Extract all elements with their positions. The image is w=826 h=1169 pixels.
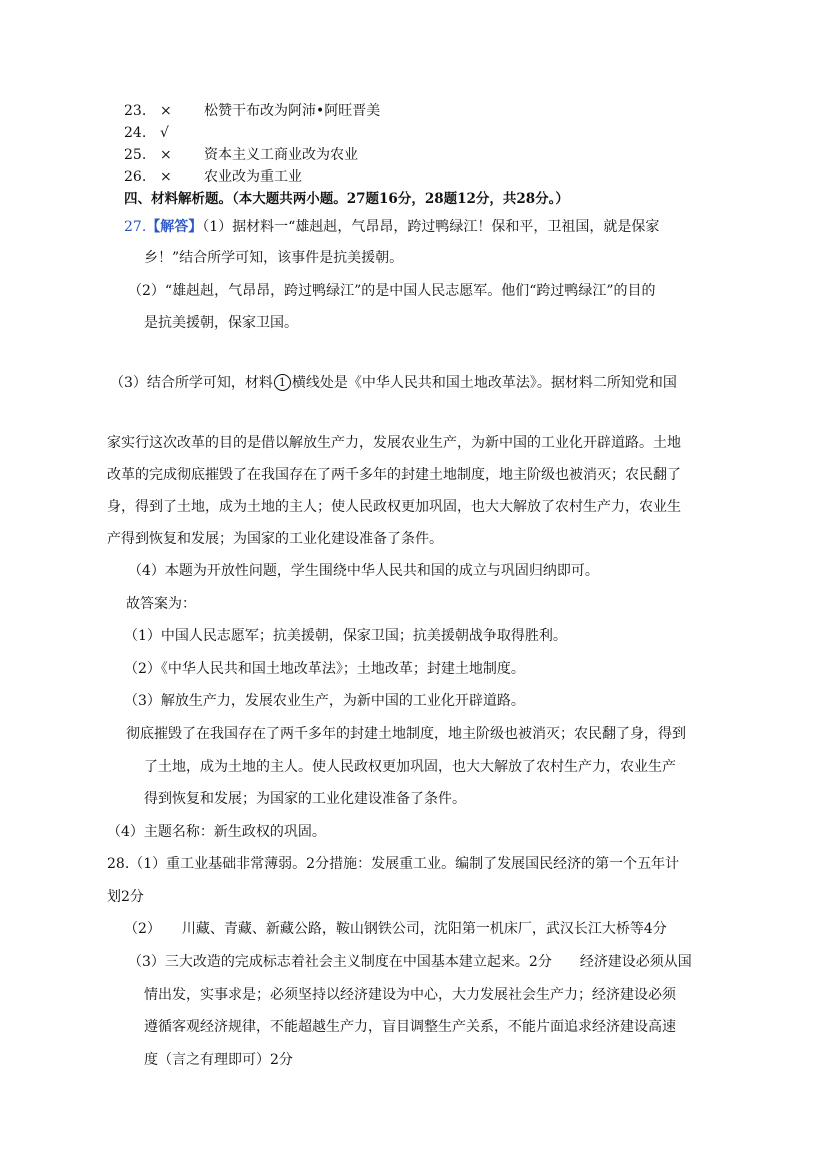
answer-2: （2）《中华人民共和国土地改革法》；土地改革；封建土地制度。 bbox=[124, 661, 525, 677]
answer-1: （1）中国人民志愿军；抗美援朝，保家卫国；抗美援朝战争取得胜利。 bbox=[124, 628, 567, 644]
q27-part3-line2: 家实行这次改革的目的是借以解放生产力，发展农业生产，为新中国的工业化开辟道路。土地 bbox=[107, 435, 681, 451]
q28-line5: 情出发，实事求是；必须坚持以经济建设为中心，大力发展社会生产力；经济建设必须 bbox=[144, 987, 676, 1003]
judgment-number: 25. bbox=[124, 147, 147, 163]
q28-line1: 28.（1）重工业基础非常薄弱。2分措施：发展重工业。编制了发展国民经济的第一个五年计 bbox=[107, 856, 680, 872]
q28-line6: 遵循客观经济规律，不能超越生产力，盲目调整生产关系，不能片面追求经济建设高速 bbox=[144, 1019, 676, 1035]
answer-tag: 【解答】 bbox=[146, 219, 203, 235]
q27-part2-line1: （2）“雄赳赳，气昂昂，跨过鸭绿江”的是中国人民志愿军。他们“跨过鸭绿江”的目的 bbox=[128, 283, 656, 299]
q27-part1-line1 bbox=[124, 217, 659, 237]
q27-part1-line2: 乡！”结合所学可知，该事件是抗美援朝。 bbox=[144, 250, 404, 266]
q27-text: （3）结合所学可知，材料 bbox=[110, 375, 273, 391]
judgment-26 bbox=[124, 167, 302, 187]
judgment-correction: 农业改为重工业 bbox=[204, 169, 302, 185]
judgment-number: 24. bbox=[124, 125, 147, 141]
q27-part3-line4: 身，得到了土地，成为土地的主人；使人民政权更加巩固，也大大解放了农村生产力，农业生 bbox=[107, 499, 681, 515]
cross-mark: × bbox=[160, 147, 172, 163]
circled-number: 1 bbox=[274, 374, 291, 391]
answer-3-line2: 彻底摧毁了在我国存在了两千多年的封建土地制度，地主阶级也被消灭；农民翻了身，得到 bbox=[126, 726, 686, 742]
judgment-24 bbox=[124, 123, 204, 143]
answer-label: 故答案为： bbox=[126, 596, 196, 612]
q27-part3-line5: 产得到恢复和发展；为国家的工业化建设准备了条件。 bbox=[107, 531, 443, 547]
q27-part3-line3: 改革的完成彻底摧毁了在我国存在了两千多年的封建土地制度，地主阶级也被消灭；农民翻了 bbox=[107, 467, 681, 483]
q28-line4: （3）三大改造的完成标志着社会主义制度在中国基本建立起来。2分 经济建设必须从国 bbox=[128, 954, 692, 970]
q27-part3-line1 bbox=[110, 373, 677, 393]
answer-3: （3）解放生产力，发展农业生产，为新中国的工业化开辟道路。 bbox=[124, 693, 525, 709]
q27-part4: （4）本题为开放性问题，学生围绕中华人民共和国的成立与巩固归纳即可。 bbox=[128, 563, 599, 579]
judgment-25 bbox=[124, 145, 358, 165]
judgment-correction: 资本主义工商业改为农业 bbox=[204, 147, 358, 163]
check-mark: √ bbox=[160, 125, 169, 141]
question-number: 27. bbox=[124, 219, 147, 235]
cross-mark: × bbox=[160, 103, 172, 119]
answer-3-line3: 了土地，成为土地的主人。使人民政权更加巩固，也大大解放了农村生产力，农业生产 bbox=[144, 759, 676, 775]
q28-line2: 划2分 bbox=[107, 889, 144, 905]
q28-line3: （2） 川藏、青藏、新藏公路，鞍山钢铁公司，沈阳第一机床厂，武汉长江大桥等4分 bbox=[124, 921, 667, 937]
q27-text: 横线处是《中华人民共和国土地改革法》。据材料二所知党和国 bbox=[291, 375, 677, 391]
judgment-correction: 松赞干布改为阿沛•阿旺晋美 bbox=[204, 103, 381, 119]
q27-text: （1）据材料一“雄赳赳，气昂昂，跨过鸭绿江！保和平，卫祖国，就是保家 bbox=[202, 219, 660, 235]
answer-4: （4）主题名称：新生政权的巩固。 bbox=[107, 824, 326, 840]
judgment-number: 23. bbox=[124, 103, 147, 119]
judgment-23 bbox=[124, 101, 380, 121]
q28-line7: 度（言之有理即可）2分 bbox=[144, 1052, 293, 1068]
cross-mark: × bbox=[160, 169, 172, 185]
answer-3-line4: 得到恢复和发展；为国家的工业化建设准备了条件。 bbox=[144, 791, 466, 807]
judgment-number: 26. bbox=[124, 169, 147, 185]
q27-part2-line2: 是抗美援朝，保家卫国。 bbox=[144, 315, 298, 331]
section-heading: 四、材料解析题。（本大题共两小题。27题16分，28题12分，共28分。） bbox=[124, 191, 569, 207]
